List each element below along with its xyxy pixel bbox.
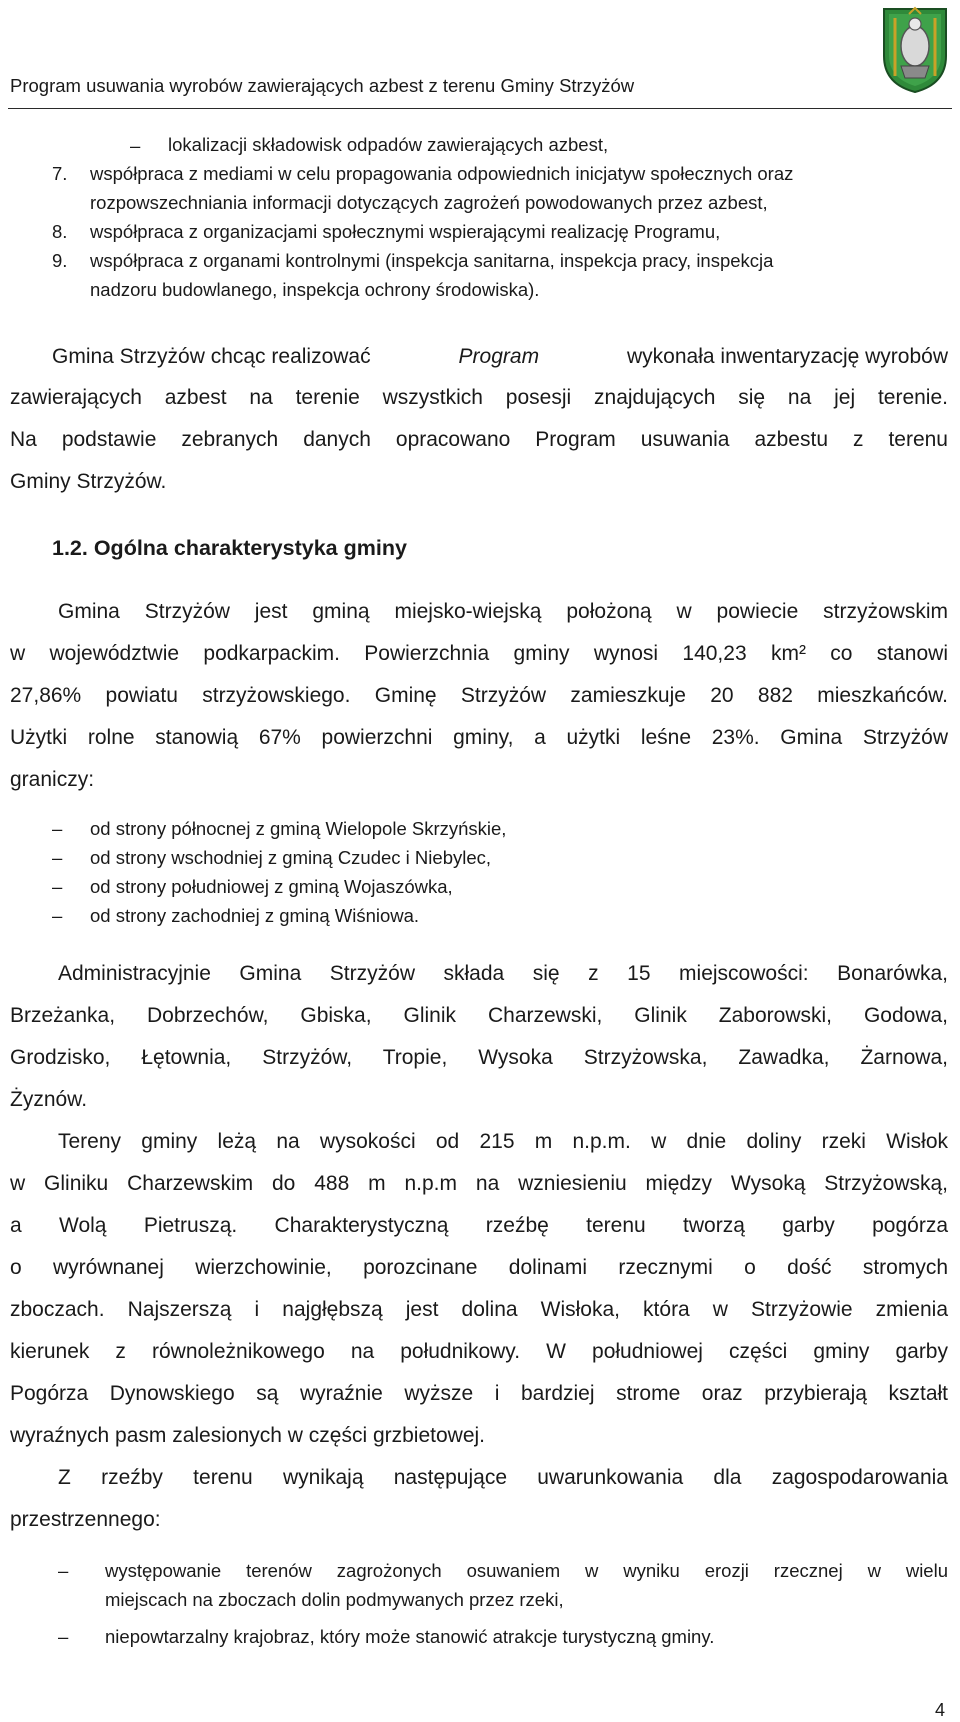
paragraph-line: Z rzeźby terenu wynikają następujące uwarunkowania dla zagospodarowania bbox=[58, 1466, 948, 1489]
paragraph-line: Brzeżanka, Dobrzechów, Gbiska, Glinik Charzewski, Glinik Zaborowski, Godowa, bbox=[10, 1004, 948, 1027]
list-item-text: od strony wschodniej z gminą Czudec i Niebylec, bbox=[90, 847, 492, 868]
list-item-text: współpraca z organizacjami społecznymi wspierającymi realizację Programu, bbox=[90, 221, 721, 242]
list-dash: – bbox=[52, 905, 63, 926]
paragraph-line: Żyznów. bbox=[10, 1088, 88, 1111]
list-item-text: lokalizacji składowisk odpadów zawierających azbest, bbox=[168, 134, 609, 155]
paragraph-line: a Wolą Pietruszą. Charakterystyczną rzeźbę terenu tworzą garby pogórza bbox=[10, 1214, 948, 1237]
paragraph-line: zawierających azbest na terenie wszystkich posesji znajdujących się na jej terenie. bbox=[10, 386, 948, 409]
list-item-text: współpraca z mediami w celu propagowania odpowiednich inicjatyw społecznych oraz bbox=[90, 163, 794, 184]
list-item-text: niepowtarzalny krajobraz, który może stanowić atrakcje turystyczną gminy. bbox=[105, 1626, 715, 1647]
paragraph-line: 27,86% powiatu strzyżowskiego. Gminę Strzyżów zamieszkuje 20 882 mieszkańców. bbox=[10, 684, 948, 707]
list-item-text: od strony południowej z gminą Wojaszówka, bbox=[90, 876, 453, 897]
paragraph-line: w województwie podkarpackim. Powierzchnia gminy wynosi 140,23 km² co stanowi bbox=[10, 642, 948, 665]
paragraph-line: Gminy Strzyżów. bbox=[10, 470, 167, 493]
paragraph-line: Administracyjnie Gmina Strzyżów składa się z 15 miejscowości: Bonarówka, bbox=[58, 962, 948, 985]
paragraph-line: Gmina Strzyżów jest gminą miejsko-wiejską położoną w powiecie strzyżowskim bbox=[58, 600, 948, 623]
list-dash: – bbox=[58, 1626, 69, 1647]
list-dash: – bbox=[130, 135, 141, 156]
paragraph-line: Tereny gminy leżą na wysokości od 215 m n.p.m. w dnie doliny rzeki Wisłok bbox=[58, 1130, 948, 1153]
paragraph-line: Pogórza Dynowskiego są wyraźnie wyższe i bardziej strome oraz przybierają kształt bbox=[10, 1382, 948, 1405]
section-heading: 1.2. Ogólna charakterystyka gminy bbox=[52, 536, 407, 560]
paragraph-line: w Gliniku Charzewskim do 488 m n.p.m na wzniesieniu między Wysoką Strzyżowską, bbox=[10, 1172, 948, 1195]
header-divider bbox=[8, 108, 952, 109]
list-dash: – bbox=[58, 1560, 69, 1581]
list-dash: – bbox=[52, 876, 63, 897]
paragraph-line: Użytki rolne stanowią 67% powierzchni gminy, a użytki leśne 23%. Gmina Strzyżów bbox=[10, 726, 948, 749]
list-item-text: miejscach na zboczach dolin podmywanych przez rzeki, bbox=[105, 1589, 564, 1610]
paragraph-line: Grodzisko, Łętownia, Strzyżów, Tropie, Wysoka Strzyżowska, Zawadka, Żarnowa, bbox=[10, 1046, 948, 1069]
paragraph-line: Gmina Strzyżów chcąc realizować Program wykonała inwentaryzację wyrobów bbox=[52, 345, 948, 368]
paragraph-line: o wyrównanej wierzchowinie, porozcinane dolinami rzecznymi o dość stromych bbox=[10, 1256, 948, 1279]
list-item-number: 7. bbox=[52, 163, 68, 184]
paragraph-line: kierunek z równoleżnikowego na południkowy. W południowej części gminy garby bbox=[10, 1340, 948, 1363]
list-item-text: nadzoru budowlanego, inspekcja ochrony środowiska). bbox=[90, 279, 540, 300]
list-dash: – bbox=[52, 847, 63, 868]
page-header bbox=[0, 0, 960, 110]
list-item-text: współpraca z organami kontrolnymi (inspekcja sanitarna, inspekcja pracy, inspekcja bbox=[90, 250, 774, 271]
paragraph-line: przestrzennego: bbox=[10, 1508, 161, 1531]
paragraph-line: wyraźnych pasm zalesionych w części grzbietowej. bbox=[10, 1424, 486, 1447]
list-item-text: od strony północnej z gminą Wielopole Skrzyńskie, bbox=[90, 818, 507, 839]
page-number: 4 bbox=[935, 1700, 946, 1720]
paragraph-line: zboczach. Najszerszą i najgłębszą jest dolina Wisłoka, która w Strzyżowie zmienia bbox=[10, 1298, 948, 1321]
list-item-number: 9. bbox=[52, 250, 68, 271]
document-title: Program usuwania wyrobów zawierających azbest z terenu Gminy Strzyżów bbox=[10, 75, 635, 96]
list-item-number: 8. bbox=[52, 221, 68, 242]
municipal-coat-of-arms-icon bbox=[881, 6, 949, 94]
list-item-text: rozpowszechniania informacji dotyczących zagrożeń powodowanych przez azbest, bbox=[90, 192, 768, 213]
list-item-text: występowanie terenów zagrożonych osuwaniem w wyniku erozji rzecznej w wielu bbox=[105, 1560, 948, 1581]
list-item-text: od strony zachodniej z gminą Wiśniowa. bbox=[90, 905, 420, 926]
list-dash: – bbox=[52, 818, 63, 839]
paragraph-line: graniczy: bbox=[10, 768, 95, 791]
paragraph-line: Na podstawie zebranych danych opracowano Program usuwania azbestu z terenu bbox=[10, 428, 948, 451]
